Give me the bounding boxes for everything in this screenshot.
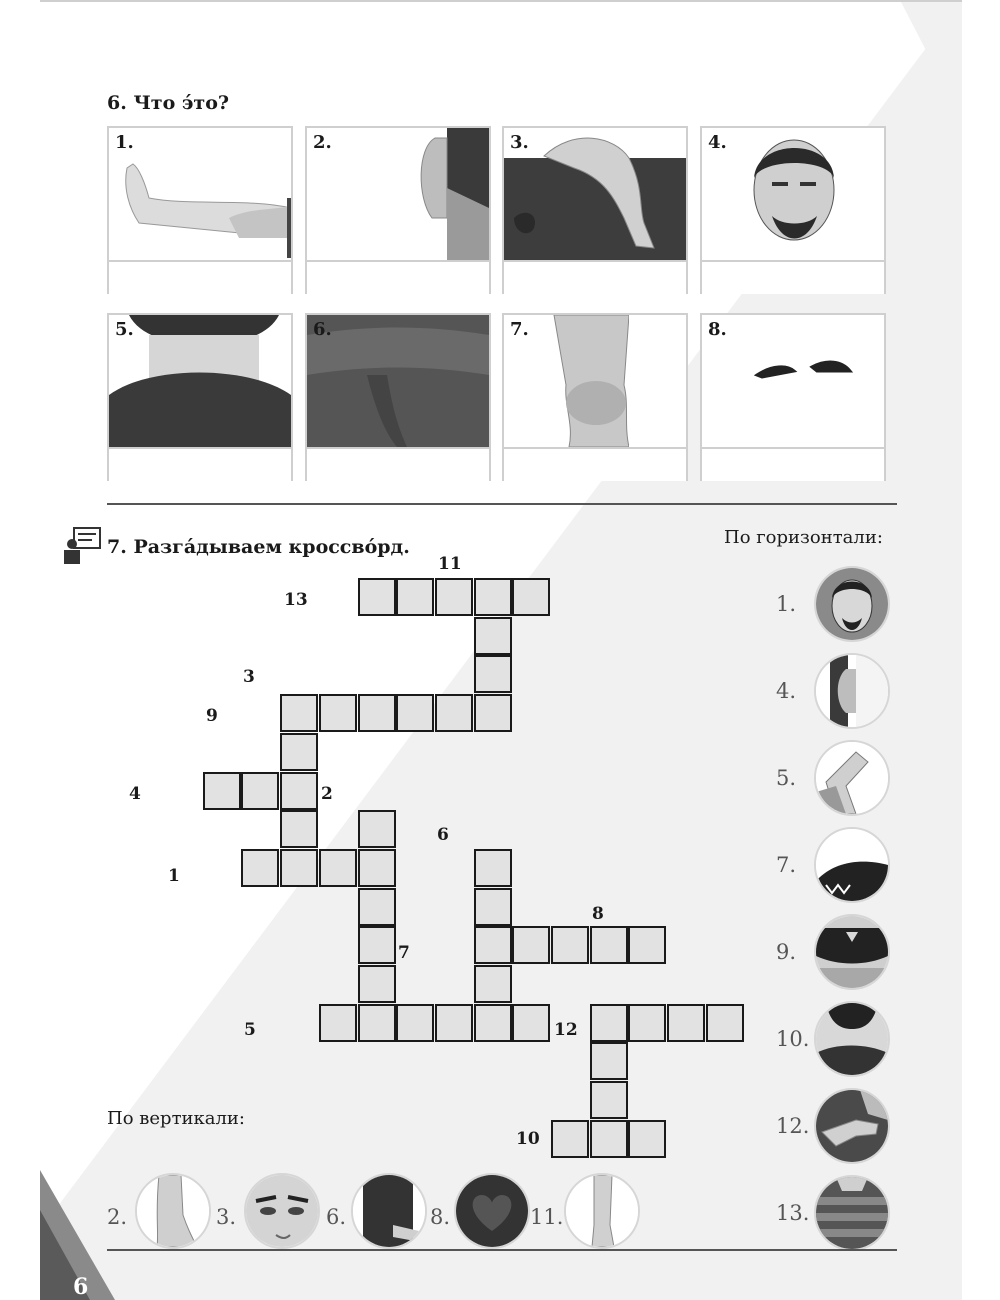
- clue-number: 13.: [776, 1201, 810, 1225]
- crossword-cell[interactable]: [203, 772, 241, 810]
- cell-number: 5.: [115, 319, 134, 340]
- face-icon: [702, 128, 884, 260]
- clue-ear-icon: [814, 653, 890, 729]
- crossword-cell[interactable]: [474, 617, 512, 655]
- cell-number: 2.: [313, 132, 332, 153]
- answer-field[interactable]: [307, 260, 489, 294]
- crossword-cell[interactable]: [628, 1120, 666, 1158]
- eyebrows-icon: [702, 315, 884, 447]
- clue-number: 8.: [430, 1205, 451, 1229]
- cell-number: 6.: [313, 319, 332, 340]
- crossword-cell[interactable]: [435, 1004, 473, 1042]
- cell-number: 3.: [510, 132, 529, 153]
- crossword-cell[interactable]: [280, 810, 318, 848]
- crossword-cell[interactable]: [280, 849, 318, 887]
- picture-cell-knee: [502, 313, 688, 481]
- crossword-cell[interactable]: [512, 578, 550, 616]
- crossword-cell[interactable]: [628, 1004, 666, 1042]
- crossword-cell[interactable]: [590, 1120, 628, 1158]
- crossword-number: 7: [398, 943, 410, 963]
- answer-field[interactable]: [109, 447, 291, 481]
- crossword-cell[interactable]: [358, 926, 396, 964]
- crossword-cell[interactable]: [396, 578, 434, 616]
- crossword-cell[interactable]: [280, 733, 318, 771]
- section-divider: [107, 503, 897, 505]
- crossword-number: 6: [437, 825, 449, 845]
- crossword-cell[interactable]: [474, 888, 512, 926]
- workbook-page: [40, 0, 962, 1300]
- crossword-cell[interactable]: [590, 1004, 628, 1042]
- crossword-cell[interactable]: [474, 1004, 512, 1042]
- crossword-cell[interactable]: [435, 694, 473, 732]
- crossword-number: 2: [321, 784, 333, 804]
- clue-eyes-icon: [244, 1173, 320, 1249]
- vertical-clues-title: По вертикали:: [107, 1108, 245, 1129]
- crossword-number: 8: [592, 904, 604, 924]
- clue-number: 2.: [107, 1205, 128, 1229]
- clue-number: 4.: [776, 679, 797, 703]
- crossword-number: 13: [284, 590, 308, 610]
- clue-number: 6.: [326, 1205, 347, 1229]
- crossword-cell[interactable]: [319, 1004, 357, 1042]
- clue-number: 7.: [776, 853, 797, 877]
- crossword-number: 9: [206, 706, 218, 726]
- crossword-cell[interactable]: [358, 965, 396, 1003]
- clue-heart-icon: [454, 1173, 530, 1249]
- clue-number: 1.: [776, 592, 797, 616]
- answer-field[interactable]: [307, 447, 489, 481]
- clue-number: 3.: [216, 1205, 237, 1229]
- arm-icon: [504, 128, 686, 260]
- horizontal-clues-title: По горизонтали:: [724, 527, 883, 548]
- crossword-cell[interactable]: [396, 694, 434, 732]
- picture-cell-leg: [107, 126, 293, 294]
- picture-cell-arm: [502, 126, 688, 294]
- answer-field[interactable]: [109, 260, 291, 294]
- crossword-cell[interactable]: [358, 810, 396, 848]
- crossword-cell[interactable]: [358, 1004, 396, 1042]
- crossword-number: 3: [243, 667, 255, 687]
- back-icon: [307, 315, 489, 447]
- crossword-cell[interactable]: [512, 926, 550, 964]
- clue-number: 12.: [776, 1114, 810, 1138]
- crossword-cell[interactable]: [241, 849, 279, 887]
- clue-mouth-icon: [814, 914, 890, 990]
- picture-cell-ear: [305, 126, 491, 294]
- cell-number: 7.: [510, 319, 529, 340]
- crossword-cell[interactable]: [590, 926, 628, 964]
- crossword-cell[interactable]: [628, 926, 666, 964]
- cell-number: 1.: [115, 132, 134, 153]
- crossword-cell[interactable]: [474, 849, 512, 887]
- picture-cell-back: [305, 313, 491, 481]
- crossword-cell[interactable]: [396, 1004, 434, 1042]
- crossword-number: 10: [516, 1129, 540, 1149]
- crossword-cell[interactable]: [474, 965, 512, 1003]
- crossword-number: 5: [244, 1020, 256, 1040]
- clue-face-icon: [814, 566, 890, 642]
- crossword-cell[interactable]: [280, 772, 318, 810]
- clue-number: 10.: [776, 1027, 810, 1051]
- crossword-cell[interactable]: [474, 926, 512, 964]
- bottom-divider: [107, 1249, 897, 1251]
- clue-shoulder-icon: [351, 1173, 427, 1249]
- crossword-cell[interactable]: [241, 772, 279, 810]
- exercise-7-title: 7. Разга́дываем кроссво́рд.: [107, 536, 410, 558]
- crossword-cell[interactable]: [358, 888, 396, 926]
- answer-field[interactable]: [504, 260, 686, 294]
- picture-cell-face: [700, 126, 886, 294]
- picture-cell-eyebrows: [700, 313, 886, 481]
- leg-icon: [109, 128, 291, 260]
- clue-hair-icon: [814, 827, 890, 903]
- teacher-icon: [62, 526, 102, 566]
- clue-hand-icon: [814, 1088, 890, 1164]
- crossword-number: 1: [168, 866, 180, 886]
- crossword-cell[interactable]: [590, 1081, 628, 1119]
- clue-chin-icon: [814, 1001, 890, 1077]
- answer-field[interactable]: [702, 447, 884, 481]
- crossword-cell[interactable]: [474, 578, 512, 616]
- crossword-cell[interactable]: [319, 694, 357, 732]
- crossword-cell[interactable]: [358, 849, 396, 887]
- clue-chest-icon: [814, 1175, 890, 1251]
- cell-number: 8.: [708, 319, 727, 340]
- crossword-cell[interactable]: [435, 578, 473, 616]
- crossword-cell[interactable]: [551, 1120, 589, 1158]
- clue-shin-icon: [564, 1173, 640, 1249]
- crossword-cell[interactable]: [358, 694, 396, 732]
- exercise-6-title: 6. Что э́то?: [107, 92, 230, 114]
- crossword-number: 12: [554, 1020, 578, 1040]
- crossword-cell[interactable]: [358, 578, 396, 616]
- crossword-cell[interactable]: [706, 1004, 744, 1042]
- neck-icon: [109, 315, 291, 447]
- picture-cell-neck: [107, 313, 293, 481]
- crossword-number: 4: [129, 784, 141, 804]
- crossword-cell[interactable]: [512, 1004, 550, 1042]
- knee-icon: [504, 315, 686, 447]
- clue-number: 5.: [776, 766, 797, 790]
- clue-ankle-icon: [135, 1173, 211, 1249]
- crossword-cell[interactable]: [667, 1004, 705, 1042]
- clue-number: 11.: [530, 1205, 564, 1229]
- crossword-cell[interactable]: [551, 926, 589, 964]
- answer-field[interactable]: [504, 447, 686, 481]
- crossword-cell[interactable]: [319, 849, 357, 887]
- crossword-number: 11: [438, 554, 462, 574]
- crossword-cell[interactable]: [280, 694, 318, 732]
- clue-elbow-icon: [814, 740, 890, 816]
- crossword-cell[interactable]: [474, 655, 512, 693]
- clue-number: 9.: [776, 940, 797, 964]
- page-number: 6: [73, 1274, 89, 1300]
- crossword-cell[interactable]: [590, 1042, 628, 1080]
- cell-number: 4.: [708, 132, 727, 153]
- crossword-cell[interactable]: [474, 694, 512, 732]
- answer-field[interactable]: [702, 260, 884, 294]
- ear-icon: [307, 128, 489, 260]
